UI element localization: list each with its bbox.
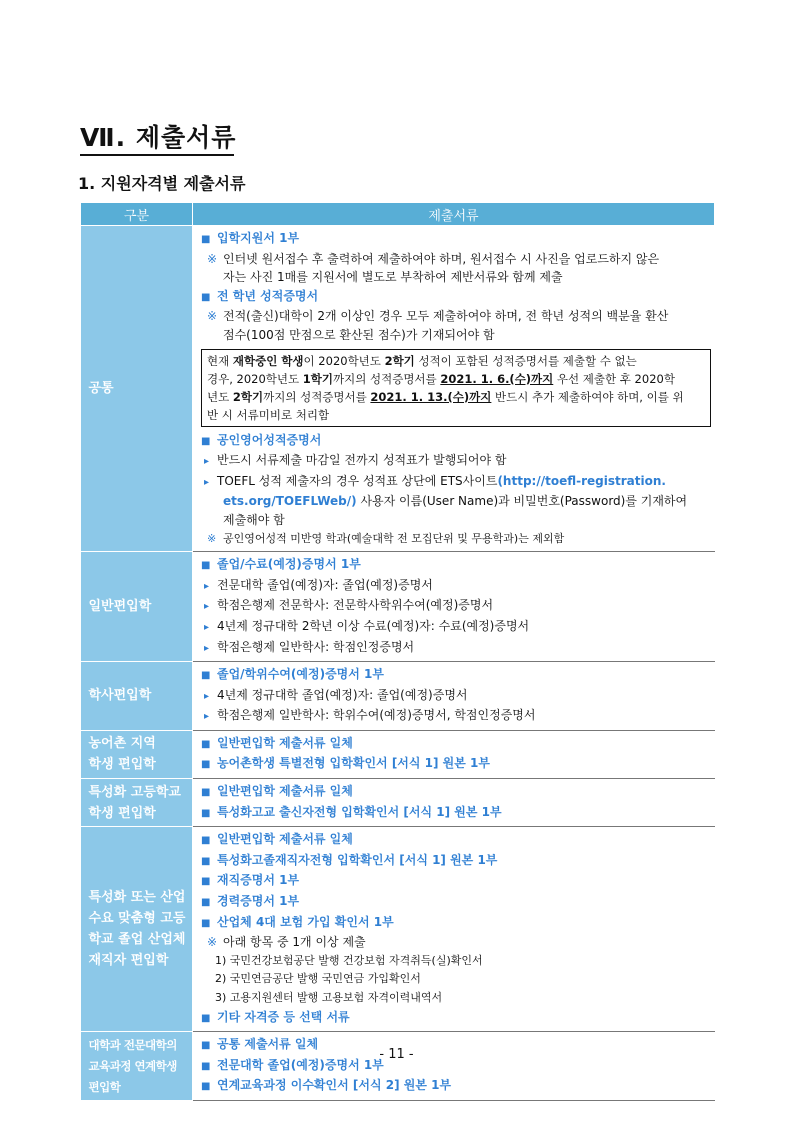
doc-item: ■ 입학지원서 1부 <box>201 229 715 250</box>
documents-common <box>193 226 715 552</box>
doc-item: ■ 특성화고졸재직자전형 입학확인서 [서식 1] 원본 1부 <box>201 851 715 872</box>
doc-subitem: ▸ 4년제 정규대학 졸업(예정)자: 졸업(예정)증명서 <box>201 686 715 707</box>
square-bullet-icon: ■ <box>201 835 211 847</box>
doc-item: ■ 일반편입학 제출서류 일체 <box>201 830 715 851</box>
table-header-row <box>81 203 715 226</box>
triangle-bullet-icon: ▸ <box>204 690 210 702</box>
documents-bachelor <box>193 662 715 731</box>
triangle-bullet-icon: ▸ <box>204 456 210 468</box>
category-general: 일반편입학 <box>81 552 193 662</box>
square-bullet-icon: ■ <box>201 1060 211 1072</box>
square-bullet-icon: ■ <box>201 1012 211 1024</box>
doc-note-cont: 점수(100점 만점으로 환산된 점수)가 기재되어야 함 <box>223 327 495 342</box>
doc-subitem: ▸ TOEFL 성적 제출자의 경우 성적표 상단에 ETS사이트(http://toefl-registration. <box>201 472 715 493</box>
category-rural: 농어촌 지역 학생 편입학 <box>81 730 193 778</box>
row-specialized <box>81 779 715 827</box>
square-bullet-icon: ■ <box>201 670 211 682</box>
square-bullet-icon: ■ <box>201 435 211 447</box>
reference-mark-icon: ※ <box>207 935 218 950</box>
doc-subitem: ▸ 반드시 서류제출 마감일 전까지 성적표가 발행되어야 함 <box>201 451 715 472</box>
square-bullet-icon: ■ <box>201 759 211 771</box>
square-bullet-icon: ■ <box>201 1040 211 1052</box>
row-employed <box>81 827 715 1032</box>
square-bullet-icon: ■ <box>201 1081 211 1093</box>
doc-item: ■ 일반편입학 제출서류 일체 <box>201 734 715 755</box>
triangle-bullet-icon: ▸ <box>204 580 210 592</box>
category-linked: 대학과 전문대학의 교육과정 연계학생 편입학 <box>81 1032 193 1101</box>
documents-employed <box>193 827 715 1032</box>
doc-item: ■ 재직증명서 1부 <box>201 871 715 892</box>
triangle-bullet-icon: ▸ <box>204 601 210 613</box>
doc-item: ■ 전문대학 졸업(예정)증명서 1부 <box>201 1056 715 1077</box>
section-title: Ⅶ. 제출서류 <box>80 116 234 156</box>
doc-subitem: ▸ 학점은행제 일반학사: 학점인정증명서 <box>201 638 715 659</box>
header-documents: 제출서류 <box>193 203 715 226</box>
doc-item: ■ 졸업/수료(예정)증명서 1부 <box>201 555 715 576</box>
category-common: 공통 <box>81 226 193 552</box>
row-general <box>81 552 715 662</box>
doc-item: ■ 기타 자격증 등 선택 서류 <box>201 1008 715 1029</box>
doc-subitem: ▸ 학점은행제 일반학사: 학위수여(예정)증명서, 학점인정증명서 <box>201 706 715 727</box>
category-employed: 특성화 또는 산업 수요 맞춤형 고등 학교 졸업 산업체 재직자 편입학 <box>81 827 193 1032</box>
sub-title: 1. 지원자격별 제출서류 <box>78 174 246 193</box>
doc-subitem: ▸ 4년제 정규대학 2학년 이상 수료(예정)자: 수료(예정)증명서 <box>201 617 715 638</box>
notice-box: 현재 재학중인 학생이 2020학년도 2학기 성적이 포함된 성적증명서를 제출할 수 없는 경우, 2020학년도 1학기까지의 성적증명서를 2021. 1. 6.(수)까지 우선 제출한 후 2020학 년도 2학기까지의 성적증명서를 2021. 1. 13.(수)까지 반드시 추가 제출하여야 하며, 이를 위 반 시 서류미비로 처리함 <box>201 349 711 427</box>
doc-subitem: ▸ 학점은행제 전문학사: 전문학사학위수여(예정)증명서 <box>201 596 715 617</box>
doc-item: ■ 전 학년 성적증명서 <box>201 287 715 308</box>
row-linked <box>81 1032 715 1101</box>
triangle-bullet-icon: ▸ <box>204 711 210 723</box>
reference-mark-icon: ※ <box>207 251 218 266</box>
documents-linked <box>193 1032 715 1101</box>
row-rural <box>81 730 715 778</box>
reference-mark-icon: ※ <box>207 531 217 545</box>
page-number: - 11 - <box>379 1047 414 1062</box>
square-bullet-icon: ■ <box>201 787 211 799</box>
doc-item: ■ 졸업/학위수여(예정)증명서 1부 <box>201 665 715 686</box>
documents-table <box>80 202 715 1101</box>
square-bullet-icon: ■ <box>201 738 211 750</box>
doc-subitem: ▸ 전문대학 졸업(예정)자: 졸업(예정)증명서 <box>201 576 715 597</box>
doc-item: ■ 공통 제출서류 일체 <box>201 1035 715 1056</box>
documents-general <box>193 552 715 662</box>
triangle-bullet-icon: ▸ <box>204 621 210 633</box>
square-bullet-icon: ■ <box>201 897 211 909</box>
doc-note: ※ 전적(출신)대학이 2개 이상인 경우 모두 제출하여야 하며, 전 학년 성적의 백분율 환산 <box>201 307 715 326</box>
square-bullet-icon: ■ <box>201 855 211 867</box>
doc-item: ■ 산업체 4대 보험 가입 확인서 1부 <box>201 913 715 934</box>
square-bullet-icon: ■ <box>201 234 211 245</box>
doc-item: ■ 일반편입학 제출서류 일체 <box>201 782 715 803</box>
doc-subitem-cont: ets.org/TOEFLWeb/) 사용자 이름(User Name)과 비밀번호(Password)를 기재하여 <box>223 494 688 509</box>
doc-note: ※ 공인영어성적 미반영 학과(예술대학 전 모집단위 및 무용학과)는 제외함 <box>201 530 715 549</box>
numbered-item: 2) 국민연금공단 발행 국민연금 가입확인서 <box>215 972 421 986</box>
doc-note: ※ 인터넷 원서접수 후 출력하여 제출하여야 하며, 원서접수 시 사진을 업로드하지 않은 <box>201 250 715 269</box>
doc-note-cont: 자는 사진 1매를 지원서에 별도로 부착하여 제반서류와 함께 제출 <box>223 270 563 285</box>
doc-item: ■ 농어촌학생 특별전형 입학확인서 [서식 1] 원본 1부 <box>201 754 715 775</box>
row-bachelor <box>81 662 715 731</box>
square-bullet-icon: ■ <box>201 917 211 929</box>
square-bullet-icon: ■ <box>201 560 211 572</box>
square-bullet-icon: ■ <box>201 876 211 888</box>
documents-specialized <box>193 779 715 827</box>
reference-mark-icon: ※ <box>207 309 218 324</box>
doc-item: ■ 연계교육과정 이수확인서 [서식 2] 원본 1부 <box>201 1076 715 1097</box>
category-specialized: 특성화 고등학교 학생 편입학 <box>81 779 193 827</box>
category-bachelor: 학사편입학 <box>81 662 193 731</box>
row-common <box>81 226 715 552</box>
triangle-bullet-icon: ▸ <box>204 642 210 654</box>
numbered-item: 3) 고용지원센터 발행 고용보험 자격이력내역서 <box>215 991 443 1004</box>
header-category: 구분 <box>81 203 193 226</box>
doc-item: ■ 경력증명서 1부 <box>201 892 715 913</box>
square-bullet-icon: ■ <box>201 291 211 303</box>
doc-subitem-cont: 제출해야 함 <box>223 512 285 527</box>
square-bullet-icon: ■ <box>201 807 211 819</box>
numbered-item: 1) 국민건강보험공단 발행 건강보험 자격취득(실)확인서 <box>215 953 483 967</box>
doc-item: ■ 공인영어성적증명서 <box>201 431 715 452</box>
triangle-bullet-icon: ▸ <box>204 476 210 488</box>
documents-rural <box>193 730 715 778</box>
doc-item: ■ 특성화고교 출신자전형 입학확인서 [서식 1] 원본 1부 <box>201 803 715 824</box>
doc-note: ※ 아래 항목 중 1개 이상 제출 <box>201 933 715 952</box>
